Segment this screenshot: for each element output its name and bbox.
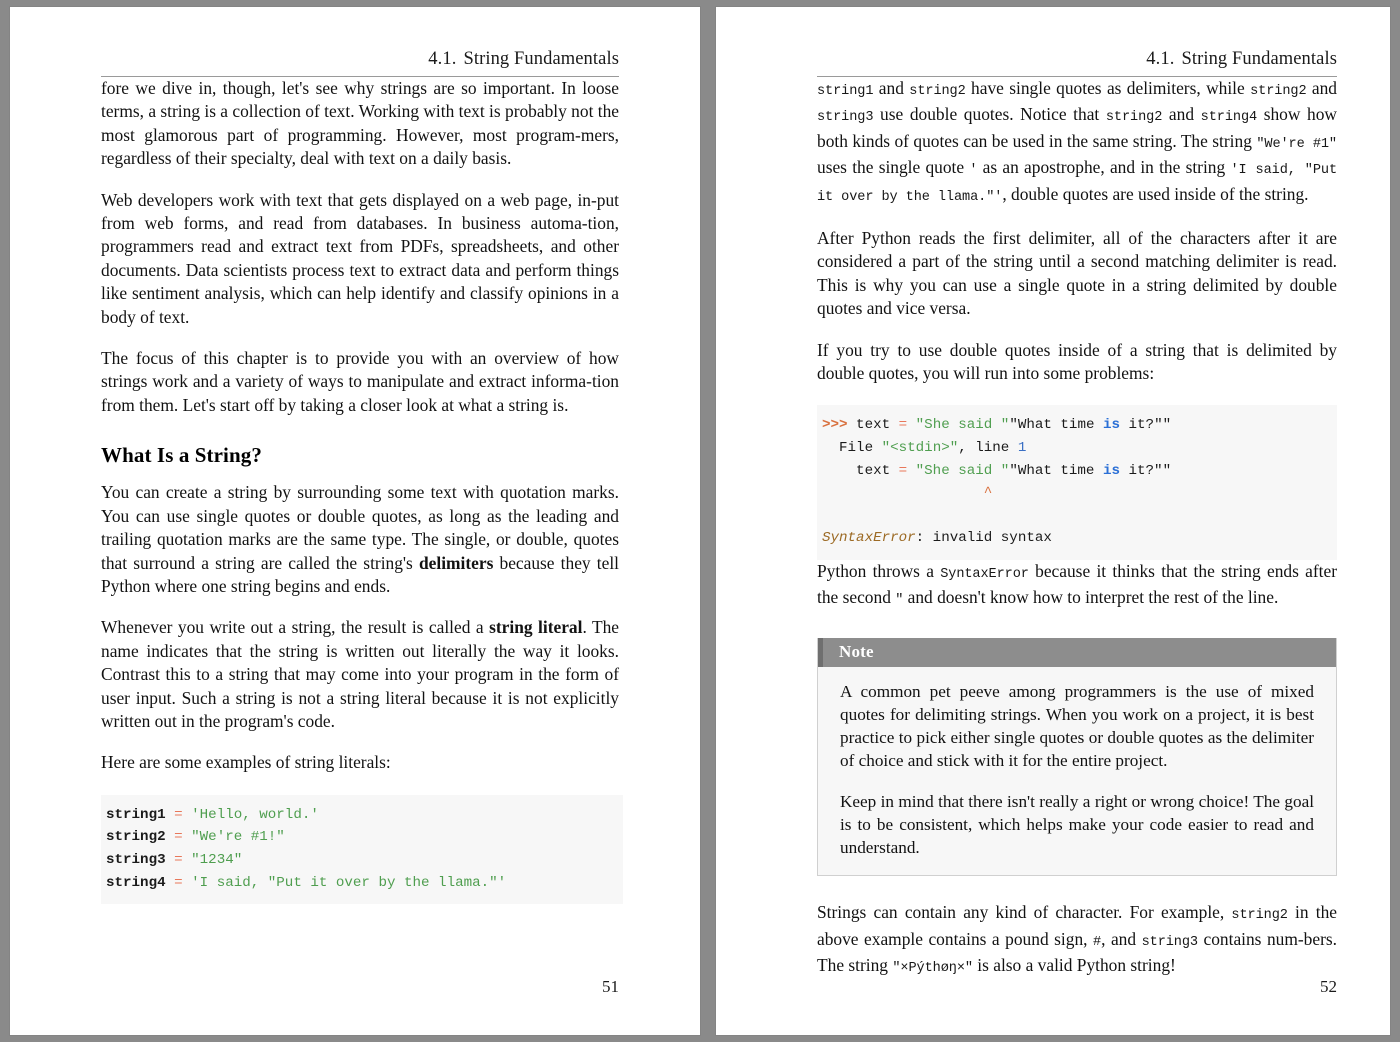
code-op-4: = bbox=[165, 874, 192, 891]
code-var-string1: string1 bbox=[106, 806, 166, 823]
code-ref-string2-c: string2 bbox=[1105, 110, 1163, 126]
note-admonition bbox=[817, 638, 1337, 876]
code-op-assign-2: = bbox=[898, 462, 916, 479]
throws-pre: Python throws a bbox=[817, 561, 941, 582]
paragraph-problems-lead: If you try to use double quotes inside of a string that is delimited by double quotes, you will run into some problems: bbox=[817, 339, 1337, 384]
code-value-string1: 'Hello, world.' bbox=[191, 806, 319, 823]
note-title: Note bbox=[818, 638, 1336, 667]
paragraph-delimiters-post: because they tell Python where one string begins and ends. bbox=[101, 552, 619, 596]
code-op-assign: = bbox=[898, 417, 916, 434]
page-right bbox=[716, 7, 1390, 1035]
code-ref-string2-a: string2 bbox=[909, 84, 966, 99]
pq-t3: and bbox=[1306, 78, 1337, 98]
note-paragraph-1: A common pet peeve among programmers is the use of mixed quotes for delimiting strings. When you work on a project, it is best practice to pick either single quotes or double quotes as the delimiter of choice and stick with it for the entire project. bbox=[840, 681, 1314, 771]
paragraph-examples-lead: Here are some examples of string literals: bbox=[101, 752, 391, 773]
paragraph-literal-post: . The name indicates that the string is written out literally the way it looks. Contrast this to a string that may come into your program in the form of user input. Such a string is not a string literal because it is not explicitly written out in the program's code. bbox=[101, 617, 619, 731]
pq-t2: have single quotes as delimiters, while bbox=[965, 78, 1251, 98]
code-plain-it-tail-2: it?"" bbox=[1120, 462, 1172, 479]
code-literal-apostrophe: ' bbox=[969, 163, 978, 179]
pq-t9: , double quotes are used inside of the string. bbox=[1002, 183, 1309, 204]
code-keyword-is-2: is bbox=[1102, 462, 1120, 479]
anychar-t5: is also a valid Python string! bbox=[972, 955, 1176, 976]
code-line-label: , line bbox=[958, 440, 1018, 457]
anychar-t1: Strings can contain any kind of character. For example, bbox=[817, 902, 1232, 923]
code-plain-it-tail: it?"" bbox=[1120, 417, 1172, 434]
code-ref-string2-b: string2 bbox=[1250, 84, 1307, 99]
paragraph-string-literal bbox=[101, 616, 619, 733]
code-value-string4: 'I said, "Put it over by the llama."' bbox=[191, 874, 507, 891]
paragraph-any-character bbox=[817, 901, 1337, 980]
code-op-2: = bbox=[165, 829, 192, 846]
heading-what-is-a-string: What Is a String? bbox=[101, 443, 262, 468]
code-var-string3: string3 bbox=[106, 851, 166, 868]
running-header-section-number-right: 4.1. bbox=[1146, 49, 1175, 69]
running-header-right bbox=[817, 49, 1337, 77]
code-str-stdin: "<stdin>" bbox=[881, 440, 959, 457]
throws-post: and doesn't know how to interpret the rest of the line. bbox=[903, 587, 1279, 608]
code-plain-what-time: "What time bbox=[1009, 417, 1103, 434]
page-number-left: 51 bbox=[602, 977, 619, 996]
code-literal-i-said: 'I said, "Put it over by the llama."' bbox=[817, 163, 1337, 205]
code-ref-string2-d: string2 bbox=[1231, 908, 1288, 924]
running-header-left bbox=[101, 49, 619, 77]
code-literal-unicode-python: "×Pýthøŋ×" bbox=[892, 961, 973, 977]
page-gutter bbox=[700, 0, 716, 1042]
term-string-literal: string literal bbox=[489, 617, 583, 638]
code-ref-string1: string1 bbox=[817, 84, 874, 99]
running-header-section-number: 4.1. bbox=[428, 49, 457, 69]
running-header-section-title: String Fundamentals bbox=[463, 49, 619, 69]
page-right-content bbox=[817, 49, 1337, 980]
paragraph-quote-delimiters bbox=[817, 77, 1337, 209]
code-plain-what-time-2: "What time bbox=[1009, 462, 1103, 479]
anychar-t3: , and bbox=[1101, 928, 1142, 949]
code-keyword-is: is bbox=[1102, 417, 1121, 434]
code-var-string2: string2 bbox=[106, 829, 166, 846]
paragraph-literal-pre: Whenever you write out a string, the result is called a bbox=[101, 617, 490, 638]
pq-t1: and bbox=[873, 78, 910, 98]
paragraph-intro: fore we dive in, though, let's see why strings are so important. In loose terms, a string is a collection of text. Working with text is probably not the most glamorous part of programming. However, most program-mers, regardless of their specialty, deal with text on a daily basis. bbox=[101, 78, 619, 169]
code-ref-double-quote: " bbox=[895, 593, 904, 609]
code-op-1: = bbox=[165, 806, 192, 823]
running-header-section-title-right: String Fundamentals bbox=[1181, 49, 1337, 69]
note-body bbox=[818, 667, 1336, 875]
code-var-string4: string4 bbox=[106, 874, 166, 891]
code-str-she-said-2: "She said " bbox=[915, 462, 1010, 479]
pq-t8: as an apostrophe, and in the string bbox=[977, 157, 1231, 178]
code-block-syntax-error bbox=[817, 405, 1337, 560]
pq-t4: use double quotes. Notice that bbox=[873, 104, 1106, 125]
pq-t7: uses the single quote bbox=[817, 157, 970, 178]
code-var-text: text bbox=[847, 417, 899, 434]
page-number-right: 52 bbox=[1320, 977, 1337, 996]
paragraph-python-throws bbox=[817, 560, 1337, 613]
page-left-content bbox=[101, 49, 619, 904]
code-file-label: File bbox=[822, 440, 882, 457]
code-ref-syntaxerror: SyntaxError bbox=[940, 567, 1029, 583]
anychar-t2: in the above example contains a pound sign, bbox=[817, 902, 1338, 949]
paragraph-after-python-reads: After Python reads the first delimiter, all of the characters after it are considered a part of the string until a second matching delimiter is read. This is why you can use a single quote in a string delimited by double quotes and vice versa. bbox=[817, 228, 1337, 319]
anychar-t4: contains num-bers. The string bbox=[817, 928, 1337, 976]
code-error-type: SyntaxError bbox=[822, 530, 916, 547]
paragraph-delimiters bbox=[101, 481, 619, 598]
code-error-caret: ^ bbox=[822, 485, 993, 502]
page-left bbox=[10, 7, 700, 1035]
code-value-string2: "We're #1!" bbox=[191, 829, 285, 846]
term-delimiters: delimiters bbox=[418, 552, 494, 573]
code-error-message: : invalid syntax bbox=[915, 530, 1052, 547]
code-ref-string4: string4 bbox=[1200, 110, 1258, 126]
code-repl-prompt: >>> bbox=[822, 417, 848, 434]
pq-t6: show how both kinds of quotes can be used in the same string. The string bbox=[817, 104, 1337, 151]
paragraph-web-developers: Web developers work with text that gets displayed on a web page, in-put from web forms, and read from databases. In business automa-tion, programmers read and extract text from PDFs, spreadsheets, and other documents. Data scientists process text to extract data and perform things like sentiment analysis, which can help identify and classify opinions in a body of text. bbox=[101, 189, 619, 327]
paragraph-chapter-focus: The focus of this chapter is to provide you with an overview of how strings work and a variety of ways to manipulate and extract informa-tion from them. Let's start off by taking a closer look at what a string is. bbox=[101, 348, 619, 415]
pq-t5: and bbox=[1162, 104, 1201, 125]
code-var-text-2: text bbox=[822, 462, 899, 479]
code-literal-were-1: "We're #1" bbox=[1256, 136, 1337, 152]
code-op-3: = bbox=[165, 851, 192, 868]
code-ref-string3-b: string3 bbox=[1141, 934, 1198, 950]
code-block-string-literals bbox=[101, 795, 623, 904]
note-paragraph-2: Keep in mind that there isn't really a right or wrong choice! The goal is to be consistent, which helps make your code easier to read and understand. bbox=[840, 791, 1314, 858]
paragraph-delimiters-pre: You can create a string by surrounding some text with quotation marks. You can use single quotes or double quotes, as long as the leading and trailing quotation marks are the same type. The single, or double, quotes that surround a string are called the string's bbox=[101, 482, 619, 573]
code-str-she-said: "She said " bbox=[915, 417, 1010, 434]
code-value-string3: "1234" bbox=[191, 851, 243, 868]
code-ref-string3-a: string3 bbox=[817, 110, 874, 126]
throws-mid: because it thinks that the string ends after the second bbox=[817, 561, 1337, 608]
code-line-number: 1 bbox=[1017, 440, 1027, 457]
code-ref-pound-sign: # bbox=[1093, 934, 1102, 950]
